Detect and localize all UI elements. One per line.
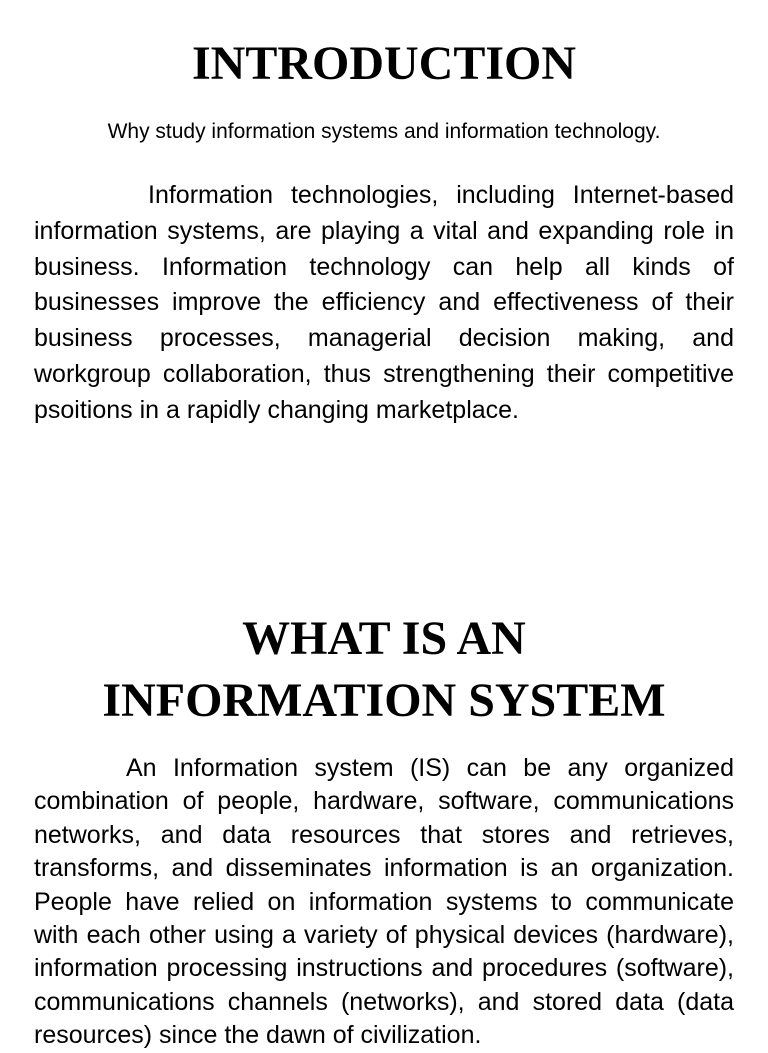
introduction-subtitle: Why study information systems and information technology. <box>107 120 661 143</box>
what-is-is-heading-line1: WHAT IS AN <box>242 612 526 665</box>
what-is-is-heading-line2: INFORMATION SYSTEM <box>102 674 666 727</box>
information-system-paragraph: An Information system (IS) can be any organized combination of people, hardware, software, communications networks, and data resources that stores and retrieves, transforms, and disseminates information is an organization. People have relied on information systems to communicate with each other using a variety of physical devices (hardware), information processing instructions and procedures (software), communications channels (networks), and stored data (data resources) since the dawn of civilization. <box>34 754 734 1050</box>
introduction-paragraph: Information technologies, including Internet-based information systems, are playing a vital and expanding role in business. Information technology can help all kinds of businesses improve the efficiency and effectiveness of their business processes, managerial decision making, and workgroup collaboration, thus strengthening their competitive psoitions in a rapidly changing marketplace. <box>34 181 734 424</box>
what-is-is-heading <box>0 608 768 732</box>
introduction-heading: INTRODUCTION <box>191 37 577 90</box>
